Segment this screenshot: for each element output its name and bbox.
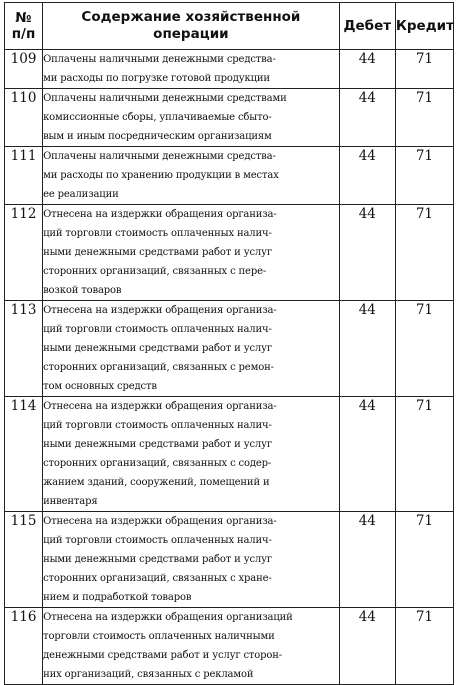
description-line: торговли стоимость оплаченных наличными bbox=[43, 631, 275, 642]
description-line: Отнесена на издержки обращения организа- bbox=[43, 401, 277, 412]
row-credit: 71 bbox=[395, 301, 453, 397]
row-debit: 44 bbox=[339, 608, 395, 685]
description-line: ций торговли стоимость оплаченных налич- bbox=[43, 228, 272, 239]
description-line: них организаций, связанных с рекламой bbox=[43, 669, 254, 680]
row-debit: 44 bbox=[339, 301, 395, 397]
row-number: 110 bbox=[5, 89, 43, 147]
description-line: ными денежными средствами работ и услуг bbox=[43, 247, 272, 258]
row-debit: 44 bbox=[339, 50, 395, 89]
header-debit: Дебет bbox=[339, 3, 395, 50]
table-header-row bbox=[5, 3, 454, 50]
description-line: инвентаря bbox=[43, 496, 98, 507]
row-debit: 44 bbox=[339, 147, 395, 205]
row-description bbox=[43, 147, 340, 205]
description-line: ными денежными средствами работ и услуг bbox=[43, 343, 272, 354]
row-debit: 44 bbox=[339, 512, 395, 608]
description-line: вым и иным посредническим организациям bbox=[43, 131, 272, 142]
description-line: том основных средств bbox=[43, 381, 157, 392]
description-line: Оплачены наличными денежными средства- bbox=[43, 54, 276, 65]
description-line: Отнесена на издержки обращения организа- bbox=[43, 305, 277, 316]
table-row bbox=[5, 301, 454, 397]
description-line: денежными средствами работ и услуг сторон- bbox=[43, 650, 283, 661]
description-line: ций торговли стоимость оплаченных налич- bbox=[43, 420, 272, 431]
description-line: жанием зданий, сооружений, помещений и bbox=[43, 477, 270, 488]
row-debit: 44 bbox=[339, 89, 395, 147]
header-credit: Кредит bbox=[395, 3, 453, 50]
table-row bbox=[5, 608, 454, 685]
row-number: 115 bbox=[5, 512, 43, 608]
row-number: 112 bbox=[5, 205, 43, 301]
row-credit: 71 bbox=[395, 147, 453, 205]
table-row bbox=[5, 147, 454, 205]
header-number-line1: № bbox=[15, 10, 32, 26]
row-credit: 71 bbox=[395, 397, 453, 512]
description-line: сторонних организаций, связанных с содер- bbox=[43, 458, 272, 469]
row-credit: 71 bbox=[395, 205, 453, 301]
operations-table bbox=[4, 2, 454, 685]
row-credit: 71 bbox=[395, 89, 453, 147]
description-line: ций торговли стоимость оплаченных налич- bbox=[43, 324, 272, 335]
description-line: сторонних организаций, связанных с пере- bbox=[43, 266, 267, 277]
row-credit: 71 bbox=[395, 50, 453, 89]
description-line: ми расходы по хранению продукции в местах bbox=[43, 170, 279, 181]
row-description bbox=[43, 50, 340, 89]
row-number: 111 bbox=[5, 147, 43, 205]
description-line: ций торговли стоимость оплаченных налич- bbox=[43, 535, 272, 546]
table-row bbox=[5, 89, 454, 147]
table-row bbox=[5, 397, 454, 512]
row-description bbox=[43, 301, 340, 397]
description-line: Оплачены наличными денежными средства- bbox=[43, 151, 276, 162]
row-description bbox=[43, 205, 340, 301]
table-row bbox=[5, 512, 454, 608]
header-number-line2: п/п bbox=[11, 26, 36, 42]
table-row bbox=[5, 50, 454, 89]
description-line: возкой товаров bbox=[43, 285, 122, 296]
description-line: сторонних организаций, связанных с хране- bbox=[43, 573, 272, 584]
row-description bbox=[43, 608, 340, 685]
table-body bbox=[5, 50, 454, 685]
row-number: 116 bbox=[5, 608, 43, 685]
description-line: ее реализации bbox=[43, 189, 119, 200]
description-line: сторонних организаций, связанных с ремон- bbox=[43, 362, 274, 373]
header-description: Содержание хозяйственной операции bbox=[43, 3, 340, 50]
row-credit: 71 bbox=[395, 512, 453, 608]
header-number bbox=[5, 3, 43, 50]
row-number: 113 bbox=[5, 301, 43, 397]
description-line: ными денежными средствами работ и услуг bbox=[43, 439, 272, 450]
row-number: 109 bbox=[5, 50, 43, 89]
description-line: Отнесена на издержки обращения организа- bbox=[43, 209, 277, 220]
description-line: Отнесена на издержки обращения организа- bbox=[43, 516, 277, 527]
description-line: Отнесена на издержки обращения организаций bbox=[43, 612, 293, 623]
description-line: ми расходы по погрузке готовой продукции bbox=[43, 73, 270, 84]
row-number: 114 bbox=[5, 397, 43, 512]
description-line: ными денежными средствами работ и услуг bbox=[43, 554, 272, 565]
description-line: нием и подработкой товаров bbox=[43, 592, 192, 603]
row-description bbox=[43, 89, 340, 147]
row-description bbox=[43, 397, 340, 512]
row-description bbox=[43, 512, 340, 608]
description-line: комиссионные сборы, уплачиваемые сбыто- bbox=[43, 112, 272, 123]
row-debit: 44 bbox=[339, 205, 395, 301]
row-debit: 44 bbox=[339, 397, 395, 512]
table-row bbox=[5, 205, 454, 301]
row-credit: 71 bbox=[395, 608, 453, 685]
description-line: Оплачены наличными денежными средствами bbox=[43, 93, 287, 104]
